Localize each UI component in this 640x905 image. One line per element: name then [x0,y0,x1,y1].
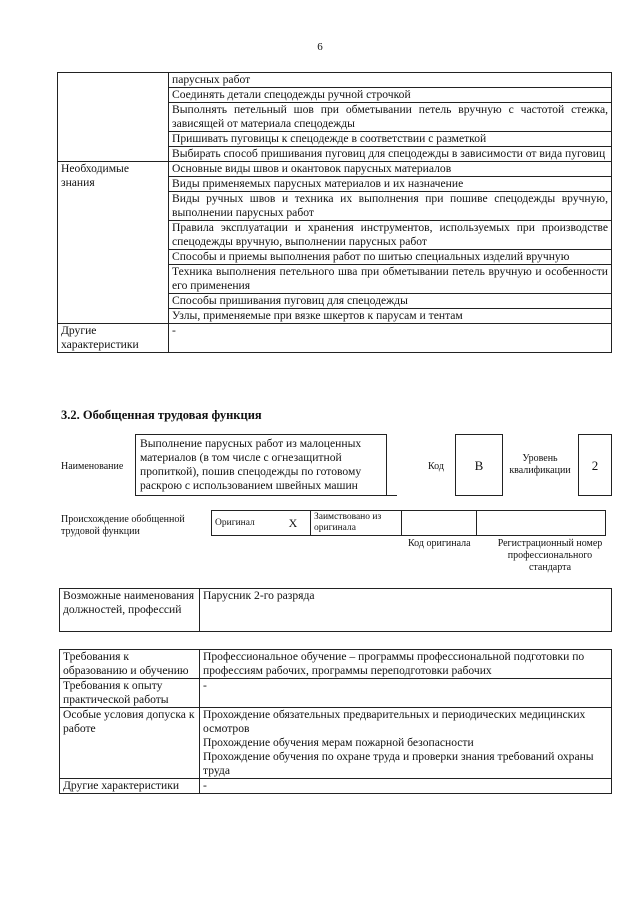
code-label: Код [428,461,444,472]
origin-mark: X [276,511,311,536]
requirement-value [200,708,612,779]
requirement-value [200,779,612,794]
requirement-label: Особые условия допуска к работе [60,708,200,779]
level-label: Уровень квалификации [509,453,571,476]
row-text: Правила эксплуатации и хранения инструментов, используемых при производстве спецодежды вручную, выполнении парусных работ [169,221,612,250]
positions-table [59,588,612,632]
row-text: Способы пришивания пуговиц для спецодежды [169,294,612,309]
level-value: 2 [591,458,599,473]
page-number: 6 [317,41,323,53]
row-text: Пришивать пуговицы к спецодежде в соответствии с разметкой [169,132,612,147]
code-value: В [474,458,484,473]
origin-label: Происхождение обобщенной трудовой функции [61,514,185,537]
table-row [58,162,612,177]
requirement-label: Требования к образованию и обучению [60,650,200,679]
origin-reg-cell [477,511,606,536]
name-value: Выполнение парусных работ из малоценных материалов (в том числе с огнезащитной пропиткой), пошив спецодежды по готовому раскрою с использованием швейных машин [135,434,387,496]
origin-table [211,510,606,536]
requirement-line: - [203,779,207,792]
requirement-line: Прохождение обучения мерам пожарной безопасности [203,736,474,749]
row-text: - [169,324,612,353]
row-text: Выполнять петельный шов при обметывании петель вручную с частотой стежка, зависящей от материала спецодежды [169,103,612,132]
row-text: Техника выполнения петельного шва при обметывании петель вручную и особенности его применения [169,265,612,294]
table-row [60,708,612,779]
requirement-line: - [203,679,207,692]
row-text: Соединять детали спецодежды ручной строчкой [169,88,612,103]
skills-knowledge-table [57,72,612,353]
row-text: Узлы, применяемые при вязке шкертов к парусам и тентам [169,309,612,324]
requirement-line: Прохождение обучения по охране труда и проверки знания требований охраны труда [203,750,594,777]
row-label [58,73,169,162]
section-heading: 3.2. Обобщенная трудовая функция [61,408,262,422]
table-row [60,779,612,794]
requirement-value [200,650,612,679]
row-text: парусных работ [169,73,612,88]
requirements-table [59,649,612,794]
requirement-label: Требования к опыту практической работы [60,679,200,708]
requirement-value [200,679,612,708]
table-row [58,324,612,353]
table-row [60,679,612,708]
row-text: Виды применяемых парусных материалов и их назначение [169,177,612,192]
origin-code-cell [402,511,477,536]
row-text: Основные виды швов и окантовок парусных материалов [169,162,612,177]
positions-label: Возможные наименования должностей, профессий [60,589,200,632]
table-row [58,73,612,88]
name-label: Наименование [61,461,124,472]
origin-borrowed: Заимствовано из оригинала [311,511,402,536]
table-row [60,650,612,679]
row-text: Выбирать способ пришивания пуговиц для спецодежды в зависимости от вида пуговиц [169,147,612,162]
origin-original: Оригинал [212,511,277,536]
reg-number-caption: Регистрационный номер профессионального стандарта [497,538,603,573]
row-label: Необходимые знания [58,162,169,324]
requirement-line: Прохождение обязательных предварительных и периодических медицинских осмотров [203,708,586,735]
row-label: Другие характеристики [58,324,169,353]
requirement-label: Другие характеристики [60,779,200,794]
requirement-line: Профессиональное обучение – программы профессиональной подготовки по профессиям рабочих, программы переподготовки рабочих [203,650,585,677]
row-text: Способы и приемы выполнения работ по шитью специальных изделий вручную [169,250,612,265]
name-underline [135,495,397,496]
row-text: Виды ручных швов и техника их выполнения при пошиве спецодежды вручную, выполнении парусных работ [169,192,612,221]
positions-value: Парусник 2-го разряда [200,589,612,632]
code-original-caption: Код оригинала [408,538,471,549]
